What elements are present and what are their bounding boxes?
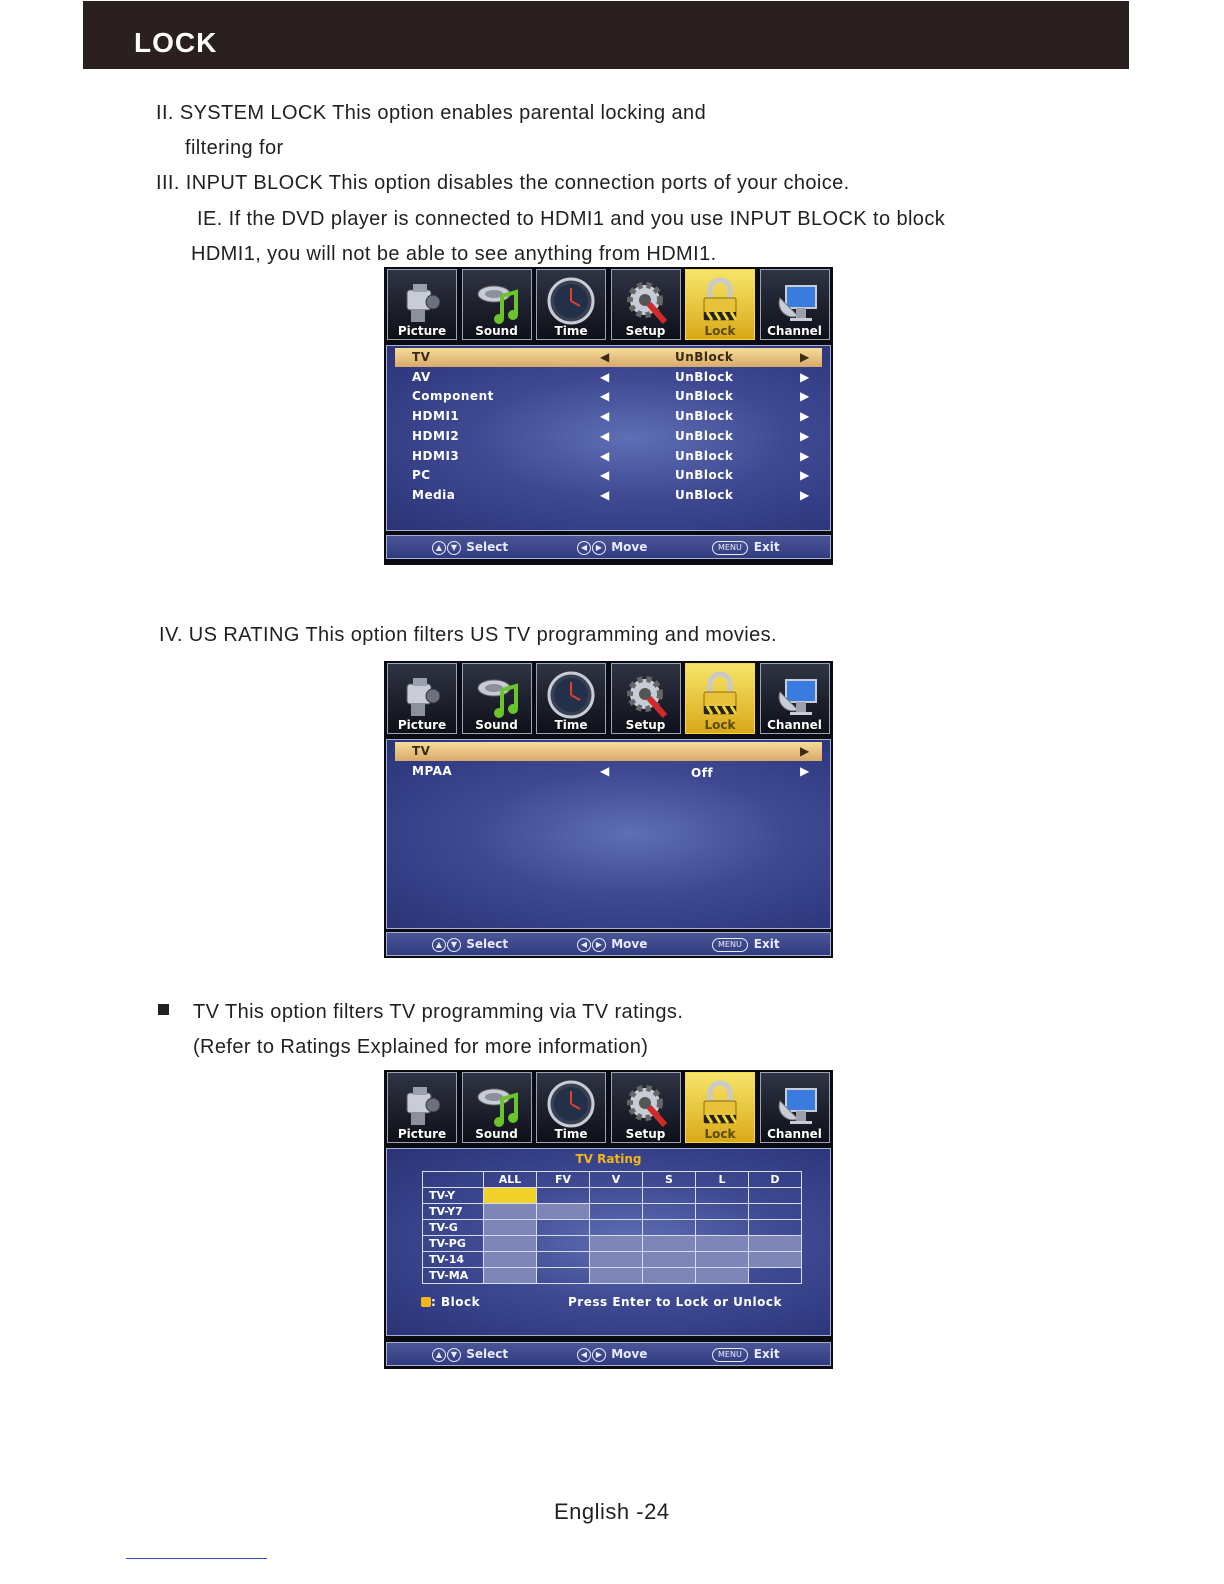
clock-icon	[546, 670, 596, 720]
tab-label: Sound	[475, 718, 518, 732]
rating-cell[interactable]	[696, 1268, 749, 1284]
right-arrow-icon[interactable]: ▶	[800, 409, 810, 424]
tab-label: Time	[554, 324, 588, 338]
tab-label: Sound	[475, 1127, 518, 1141]
select-label: Select	[466, 540, 509, 554]
tab-picture[interactable]	[387, 663, 457, 734]
section-header-bar	[83, 1, 1129, 69]
menu-row-pc[interactable]	[395, 466, 822, 485]
tab-label: Picture	[397, 324, 447, 338]
camcorder-icon	[397, 670, 447, 720]
input-block-text: III. INPUT BLOCK This option disables the connection ports of your choice.	[156, 172, 850, 194]
right-arrow-icon[interactable]: ▶	[800, 369, 810, 384]
move-hint	[577, 1347, 647, 1362]
grid-row-label: TV-PG	[423, 1236, 484, 1252]
exit-hint	[712, 540, 780, 555]
tab-sound[interactable]	[462, 663, 532, 734]
padlock-icon	[695, 1079, 745, 1129]
section-title: LOCK	[134, 27, 218, 58]
grid-row-label: TV-14	[423, 1252, 484, 1268]
tab-picture[interactable]	[387, 269, 457, 340]
tab-label: Sound	[475, 324, 518, 338]
left-arrow-icon[interactable]: ◀	[600, 428, 610, 443]
rating-cell[interactable]	[749, 1268, 802, 1284]
left-arrow-icon: ◀	[577, 541, 591, 555]
select-label: Select	[466, 937, 509, 951]
menu-row-label: HDMI2	[412, 428, 460, 443]
left-arrow-icon[interactable]: ◀	[600, 350, 610, 364]
move-hint	[577, 540, 647, 555]
move-hint	[577, 937, 647, 952]
left-arrow-icon[interactable]: ◀	[600, 448, 610, 463]
up-arrow-icon: ▲	[432, 938, 446, 952]
page-number: English -24	[554, 1499, 670, 1524]
menu-row-tv[interactable]	[395, 348, 822, 367]
system-lock-text-1: II. SYSTEM LOCK This option enables parental locking and	[156, 102, 707, 124]
tab-channel[interactable]	[760, 1072, 830, 1143]
left-arrow-icon[interactable]: ◀	[600, 369, 610, 384]
osd-menu-body	[386, 739, 831, 929]
menu-row-value: UnBlock	[675, 389, 734, 404]
menu-row-value: UnBlock	[675, 428, 734, 443]
grid-corner	[423, 1172, 484, 1188]
rating-cell[interactable]	[590, 1204, 643, 1220]
grid-row-label: TV-MA	[423, 1268, 484, 1284]
grid-column-header: L	[696, 1172, 749, 1188]
rating-cell[interactable]	[749, 1220, 802, 1236]
rating-cell[interactable]	[537, 1268, 590, 1284]
camcorder-icon	[397, 276, 447, 326]
menu-row-label: AV	[412, 369, 431, 384]
right-arrow-icon[interactable]: ▶	[800, 448, 810, 463]
tab-label: Lock	[704, 324, 736, 338]
rating-cell[interactable]	[590, 1220, 643, 1236]
rating-cell[interactable]	[484, 1236, 537, 1252]
right-arrow-icon: ▶	[592, 938, 606, 952]
down-arrow-icon: ▼	[447, 541, 461, 555]
right-arrow-icon[interactable]: ▶	[800, 468, 810, 483]
menu-row-label: PC	[412, 468, 431, 483]
tab-label: Setup	[625, 324, 666, 338]
menu-row-value: UnBlock	[675, 350, 734, 364]
rating-cell[interactable]	[484, 1220, 537, 1236]
rating-cell[interactable]	[537, 1252, 590, 1268]
rating-cell[interactable]	[749, 1236, 802, 1252]
tab-channel[interactable]	[760, 663, 830, 734]
grid-column-header: D	[749, 1172, 802, 1188]
rating-cell[interactable]	[590, 1188, 643, 1204]
rating-cell[interactable]	[590, 1252, 643, 1268]
rating-cell[interactable]	[749, 1188, 802, 1204]
rating-cell[interactable]	[696, 1236, 749, 1252]
padlock-icon	[695, 670, 745, 720]
tv-rating-osd	[384, 1070, 833, 1369]
rating-cell[interactable]	[537, 1188, 590, 1204]
exit-hint	[712, 937, 780, 952]
grid-row-label: TV-Y	[423, 1188, 484, 1204]
move-label: Move	[611, 540, 648, 554]
select-hint	[432, 937, 508, 952]
exit-label: Exit	[753, 540, 780, 554]
down-arrow-icon: ▼	[447, 938, 461, 952]
exit-label: Exit	[753, 1347, 780, 1361]
menu-row-label: HDMI3	[412, 448, 460, 463]
select-label: Select	[466, 1347, 509, 1361]
menu-row-label: MPAA	[412, 763, 453, 778]
grid-row-label: TV-Y7	[423, 1204, 484, 1220]
camcorder-icon	[397, 1079, 447, 1129]
bullet-square	[158, 1004, 169, 1015]
move-label: Move	[611, 937, 648, 951]
grid-row-label: TV-G	[423, 1220, 484, 1236]
tab-label: Time	[554, 1127, 588, 1141]
rating-cell[interactable]	[643, 1236, 696, 1252]
rating-cell[interactable]	[696, 1220, 749, 1236]
rating-cell[interactable]	[696, 1252, 749, 1268]
satellite-dish-icon	[770, 276, 820, 326]
rating-cell[interactable]	[643, 1204, 696, 1220]
right-arrow-icon[interactable]: ▶	[800, 744, 810, 758]
rating-cell[interactable]	[643, 1220, 696, 1236]
menu-row-label: TV	[412, 350, 431, 364]
rating-cell[interactable]	[484, 1188, 537, 1204]
left-arrow-icon[interactable]: ◀	[600, 487, 610, 502]
osd-tab-bar	[384, 1070, 833, 1146]
tab-time[interactable]	[536, 663, 606, 734]
right-arrow-icon[interactable]: ▶	[800, 389, 810, 404]
tab-setup[interactable]	[611, 663, 681, 734]
tab-picture[interactable]	[387, 1072, 457, 1143]
menu-row-hdmi1[interactable]	[395, 407, 822, 426]
satellite-dish-icon	[770, 670, 820, 720]
clock-icon	[546, 1079, 596, 1129]
osd-menu-body	[386, 1148, 831, 1336]
example-text-1: IE. If the DVD player is connected to HDMI1 and you use INPUT BLOCK to block	[197, 208, 946, 230]
right-arrow-icon[interactable]: ▶	[800, 428, 810, 443]
menu-row-value: UnBlock	[675, 369, 734, 384]
up-arrow-icon: ▲	[432, 1348, 446, 1362]
tv-rating-grid	[422, 1171, 802, 1284]
left-arrow-icon[interactable]: ◀	[600, 409, 610, 424]
rating-cell[interactable]	[590, 1236, 643, 1252]
menu-row-value: UnBlock	[675, 487, 734, 502]
menu-row-mpaa[interactable]	[395, 762, 822, 781]
clock-icon	[546, 276, 596, 326]
tab-channel[interactable]	[760, 269, 830, 340]
tab-sound[interactable]	[462, 269, 532, 340]
osd-footer	[386, 1342, 831, 1366]
tab-label: Channel	[767, 324, 822, 338]
tab-time[interactable]	[536, 1072, 606, 1143]
osd-tab-bar	[384, 661, 833, 737]
tab-setup[interactable]	[611, 1072, 681, 1143]
rating-cell[interactable]	[484, 1268, 537, 1284]
tab-label: Channel	[767, 1127, 822, 1141]
up-arrow-icon: ▲	[432, 541, 446, 555]
tab-sound[interactable]	[462, 1072, 532, 1143]
tv-text-2: (Refer to Ratings Explained for more information)	[193, 1036, 649, 1058]
menu-row-media[interactable]	[395, 486, 822, 505]
rating-cell[interactable]	[643, 1268, 696, 1284]
grid-column-header: S	[643, 1172, 696, 1188]
tab-setup[interactable]	[611, 269, 681, 340]
tab-label: Setup	[625, 718, 666, 732]
tab-label: Setup	[625, 1127, 666, 1141]
tab-lock[interactable]	[685, 269, 755, 340]
footer-rule	[126, 1558, 267, 1559]
gear-wrench-icon	[621, 670, 671, 720]
input-block-osd	[384, 267, 833, 565]
right-arrow-icon[interactable]: ▶	[800, 350, 810, 364]
tab-label: Channel	[767, 718, 822, 732]
us-rating-text: IV. US RATING This option filters US TV programming and movies.	[159, 624, 778, 646]
select-hint	[432, 540, 508, 555]
tab-label: Lock	[704, 718, 736, 732]
lock-instruction: Press Enter to Lock or Unlock	[568, 1295, 782, 1309]
rating-cell[interactable]	[537, 1236, 590, 1252]
menu-row-label: TV	[412, 744, 431, 758]
menu-row-hdmi2[interactable]	[395, 427, 822, 446]
example-text-2: HDMI1, you will not be able to see anything from HDMI1.	[191, 243, 717, 265]
move-label: Move	[611, 1347, 648, 1361]
rating-cell[interactable]	[696, 1188, 749, 1204]
rating-cell[interactable]	[537, 1204, 590, 1220]
rating-cell[interactable]	[749, 1252, 802, 1268]
menu-row-label: Media	[412, 487, 456, 502]
gear-wrench-icon	[621, 1079, 671, 1129]
rating-cell[interactable]	[749, 1204, 802, 1220]
exit-label: Exit	[753, 937, 780, 951]
system-lock-text-2: filtering for	[185, 137, 284, 159]
tab-label: Picture	[397, 1127, 447, 1141]
right-arrow-icon[interactable]: ▶	[800, 487, 810, 502]
menu-button-icon: MENU	[712, 938, 748, 952]
rating-cell[interactable]	[484, 1252, 537, 1268]
menu-row-hdmi3[interactable]	[395, 447, 822, 466]
small-lock-icon	[421, 1297, 431, 1307]
tab-lock[interactable]	[685, 663, 755, 734]
grid-column-header: V	[590, 1172, 643, 1188]
osd-tab-bar	[384, 267, 833, 343]
satellite-dish-icon	[770, 1079, 820, 1129]
down-arrow-icon: ▼	[447, 1348, 461, 1362]
tab-label: Lock	[704, 1127, 736, 1141]
osd-footer	[386, 535, 831, 559]
tv-rating-title: TV Rating	[575, 1152, 642, 1166]
osd-footer	[386, 932, 831, 956]
menu-row-value: UnBlock	[675, 448, 734, 463]
rating-cell[interactable]	[643, 1252, 696, 1268]
menu-row-value: Off	[691, 765, 714, 780]
right-arrow-icon[interactable]: ▶	[800, 763, 810, 778]
menu-button-icon: MENU	[712, 1348, 748, 1362]
block-legend-label: : Block	[431, 1295, 481, 1309]
us-rating-osd	[384, 661, 833, 958]
exit-hint	[712, 1347, 780, 1362]
select-hint	[432, 1347, 508, 1362]
gear-wrench-icon	[621, 276, 671, 326]
tab-lock[interactable]	[685, 1072, 755, 1143]
rating-cell[interactable]	[484, 1204, 537, 1220]
tab-label: Picture	[397, 718, 447, 732]
left-arrow-icon: ◀	[577, 1348, 591, 1362]
right-arrow-icon: ▶	[592, 1348, 606, 1362]
tab-time[interactable]	[536, 269, 606, 340]
rating-cell[interactable]	[696, 1204, 749, 1220]
tv-text-1: TV This option filters TV programming via TV ratings.	[193, 1001, 684, 1023]
left-arrow-icon[interactable]: ◀	[600, 468, 610, 483]
left-arrow-icon[interactable]: ◀	[600, 389, 610, 404]
menu-button-icon: MENU	[712, 541, 748, 555]
padlock-icon	[695, 276, 745, 326]
music-note-icon	[472, 276, 522, 326]
rating-cell[interactable]	[590, 1268, 643, 1284]
grid-column-header: ALL	[484, 1172, 537, 1188]
menu-row-component[interactable]	[395, 387, 822, 406]
menu-row-value: UnBlock	[675, 409, 734, 424]
menu-row-av[interactable]	[395, 368, 822, 387]
block-legend	[421, 1295, 480, 1309]
menu-row-value: UnBlock	[675, 468, 734, 483]
grid-column-header: FV	[537, 1172, 590, 1188]
rating-cell[interactable]	[537, 1220, 590, 1236]
left-arrow-icon[interactable]: ◀	[600, 763, 610, 778]
tab-label: Time	[554, 718, 588, 732]
menu-row-label: Component	[412, 389, 494, 404]
menu-row-label: HDMI1	[412, 409, 460, 424]
left-arrow-icon: ◀	[577, 938, 591, 952]
osd-menu-body	[386, 345, 831, 531]
music-note-icon	[472, 1079, 522, 1129]
right-arrow-icon: ▶	[592, 541, 606, 555]
music-note-icon	[472, 670, 522, 720]
rating-cell[interactable]	[643, 1188, 696, 1204]
menu-row-tv[interactable]	[395, 742, 822, 761]
